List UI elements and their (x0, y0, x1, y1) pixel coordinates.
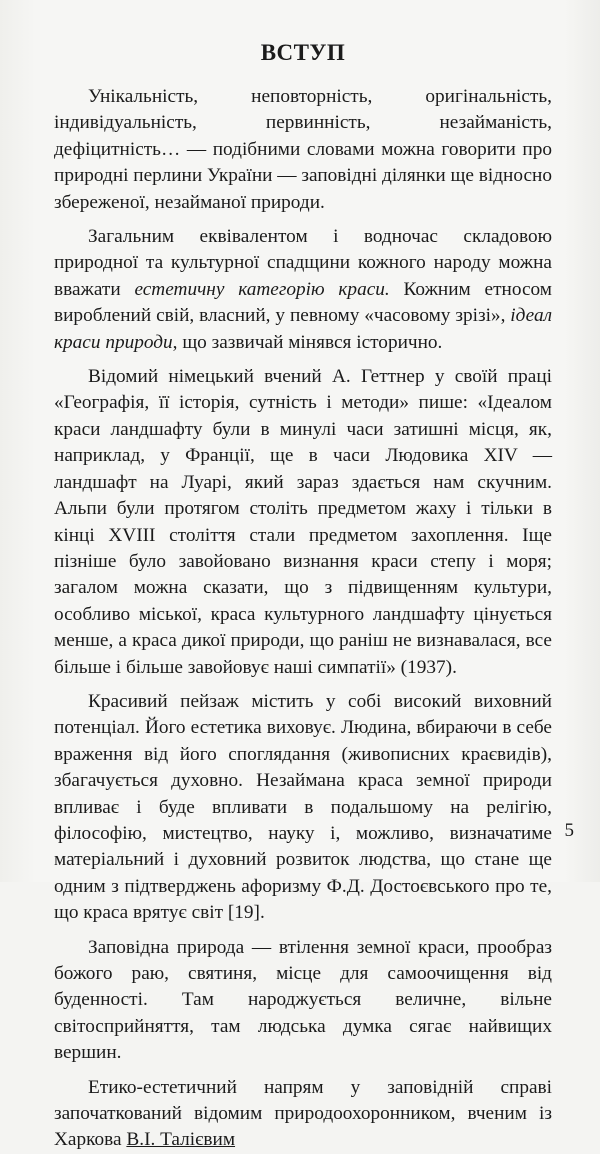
paragraph-5: Заповідна природа — втілення земної краси, прообраз божого раю, святиня, місце для самоочищення від буденності. Там народжується величне, вільне світосприйняття, там людська думка сягає найвищих вершин. (54, 936, 552, 1064)
paragraph-2-text-c: Кожним етносом вироблений свій, власний, у певному «часовому зрізі», (54, 278, 552, 327)
paragraph-6 (54, 1075, 552, 1154)
paragraph-6-text: Етико-естетичний напрям у заповідній справі започаткований відомим природоохоронником, вченим із Харкова (54, 1076, 552, 1151)
paragraph-2-text-a: Загальним еквівалентом і водночас складовою природної та культурної спадщини кожного народу можна вважати (54, 226, 552, 300)
page-number: 5 (564, 820, 574, 841)
paragraph-2-emphasis-aesthetic: естетичну категорію краси. (134, 278, 390, 300)
paragraph-2-emphasis-ideal: ідеал краси природи (54, 305, 552, 353)
paragraph-3-quote: Відомий німецький вчений А. Геттнер у своїй праці «Географія, її історія, сутність і методи» пише: «Ідеалом краси ландшафту були в минулі часи затишні місця, як, наприклад, у Франції, ще в часи Людовика XIV — ландшафт на Луарі, який зараз здається нам скучним. Альпи були протягом століть предметом жаху і тільки в кінці XVIII століття стали предметом захоплення. Іще пізніше було завойовано визнання краси степу і моря; загалом можна сказати, що з підвищенням культури, особливо міської, краса культурного ландшафту цінується менше, а краса дикої природи, що раніш не визнавалася, все більше і більше завойовує наші симпатії» (1937). (54, 366, 552, 678)
paragraph-4: Красивий пейзаж містить у собі високий виховний потенціал. Його естетика виховує. Людина, вбираючи в себе враження від його споглядання (живописних краєвидів), збагачується духовно. Незаймана краса земної природи впливає і буде впливати в подальшому на релігію, філософію, мистецтво, науку і, можливо, визначатиме матеріальний і духовний розвиток людства, що стане ще одним з підтверджень афоризму Ф.Д. Достоєвського про те, що краса врятує світ [19]. (54, 690, 552, 924)
author-name-underlined: В.І. Талієвим (126, 1129, 236, 1151)
chapter-title: ВСТУП (260, 40, 346, 65)
paragraph-1: Унікальність, неповторність, оригінальність, індивідуальність, первинність, незайманість, дефіцитність… — подібними словами можна говорити про природні перлини України — заповідні ділянки ще відносно збереженої, незайманої природи. (54, 86, 552, 213)
paragraph-2-text-e: , що зазвичай мінявся історично. (172, 331, 443, 353)
paragraph-2 (54, 224, 552, 356)
